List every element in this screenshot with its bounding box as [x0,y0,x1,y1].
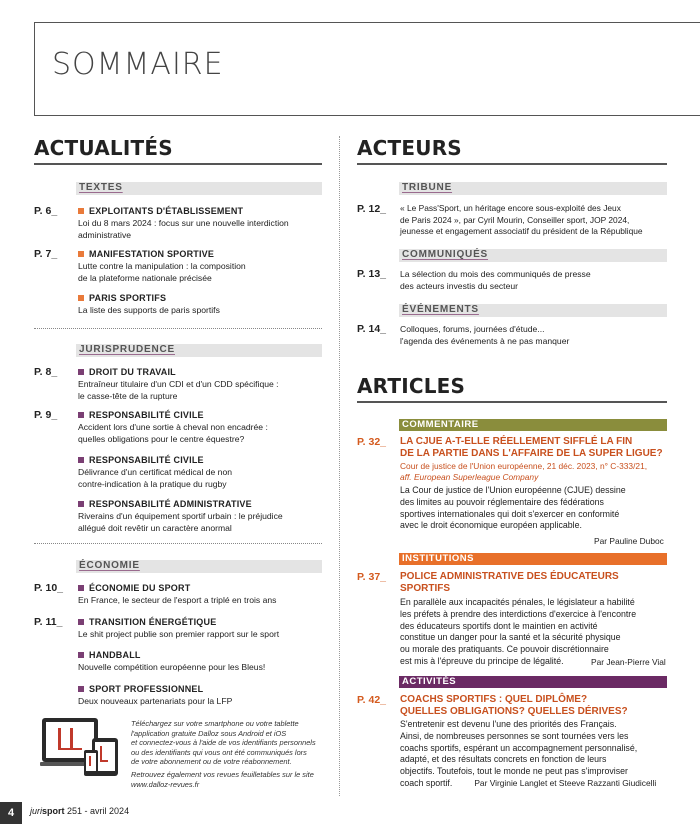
tribune-text: « Le Pass'Sport, un héritage encore sous-exploité des Jeux de Paris 2024 », par Cyril Mourin, Conseiller sport, JOP 2024, jeunesse et engagement associatif du président de la République [400,203,643,236]
page-number: 4 [0,802,22,824]
purple-square-icon [78,457,84,463]
page-ref: P. 12_ [357,203,387,215]
title-box [34,22,700,116]
entry-head: RESPONSABILITÉ ADMINISTRATIVE [78,499,252,509]
app-download-text: Téléchargez sur votre smartphone ou votre tablette l'application gratuite Dalloz sous Android et iOS et connectez-vous à l'aide de vos identifiants personnels ou des identifiants qui vous ont été communiqués lors de votre abonnement ou de votre réabonnement. [131,719,316,767]
article-author: Par Virginie Langlet et Steeve Razzanti Giudicelli [474,777,657,788]
entry-text: Nouvelle compétition européenne pour les Bleus! [78,662,266,672]
entry-head: DROIT DU TRAVAIL [78,367,176,377]
entry-head: TRANSITION ÉNERGÉTIQUE [78,617,216,627]
orange-square-icon [78,295,84,301]
article-title: LA CJUE A-T-ELLE RÉELLEMENT SIFFLÉ LA FIN DE LA PARTIE DANS L'AFFAIRE DE LA SUPER LIGUE? [400,436,663,459]
category-bar-commentaire: COMMENTAIRE [399,419,667,431]
jurisprudence-label: JURISPRUDENCE [79,344,175,355]
orange-square-icon [78,251,84,257]
entry-text: Lutte contre la manipulation : la composition de la plateforme nationale précisée [78,261,246,283]
actualites-rule [34,163,322,165]
purple-square-icon [78,369,84,375]
evenements-text: Colloques, forums, journées d'étude... l'agenda des événements à ne pas manquer [400,324,570,346]
purple-square-icon [78,501,84,507]
page-ref: P. 11_ [34,616,63,628]
page-title: SOMMAIRE [52,47,224,82]
page-ref: P. 13_ [357,268,387,280]
page-ref: P. 32_ [357,436,387,448]
category-bar-activites: ACTIVITÉS [399,676,667,688]
entry-head: PARIS SPORTIFS [78,293,166,303]
entry-head: ÉCONOMIE DU SPORT [78,583,190,593]
textes-label: TEXTES [79,182,123,193]
page-ref: P. 9_ [34,409,58,421]
page-ref: P. 8_ [34,366,58,378]
page-ref: P. 10_ [34,582,64,594]
page-ref: P. 42_ [357,694,387,706]
articles-rule [357,401,667,403]
actualites-heading: ACTUALITÉS [34,136,173,160]
articles-heading: ARTICLES [357,374,466,398]
entry-head: MANIFESTATION SPORTIVE [78,249,214,259]
article-author: Par Jean-Pierre Vial [591,657,666,667]
entry-head: HANDBALL [78,650,141,660]
purple-square-icon [78,652,84,658]
entry-text: Riverains d'un équipement sportif urbain : le préjudice allégué doit revêtir un caractère anormal [78,511,283,533]
communiques-label: COMMUNIQUÉS [402,249,489,260]
entry-text: Accident lors d'une sortie à cheval non encadrée : quelles obligations pour le centre équestre? [78,422,268,444]
purple-square-icon [78,619,84,625]
entry-head: RESPONSABILITÉ CIVILE [78,455,204,465]
entry-head: EXPLOITANTS D'ÉTABLISSEMENT [78,206,243,216]
footer-issue: jurisport 251 - avril 2024 [30,806,130,816]
article-summary: En parallèle aux incapacités pénales, le législateur a habilité les préfets à prendre des interdictions d'exercice à l'encontre des éducateurs sportifs dont le maintien en activité constitue un danger pour la santé et la sécurité physique ou morale des pratiquants. Ce pouvoir discrétionnaire est mis à l'épreuve du principe de légalité. [400,597,637,666]
economie-label: ÉCONOMIE [79,560,140,571]
entry-head: SPORT PROFESSIONNEL [78,684,203,694]
evenements-label: ÉVÉNEMENTS [402,304,479,315]
entry-text: Le shit project publie son premier rapport sur le sport [78,629,280,639]
entry-head: RESPONSABILITÉ CIVILE [78,410,204,420]
entry-text: Deux nouveaux partenariats pour la LFP [78,696,233,706]
page-ref: P. 6_ [34,205,58,217]
page-ref: P. 14_ [357,323,387,335]
article-reference: Cour de justice de l'Union européenne, 21 déc. 2023, n° C-333/21, aff. European Superleague Company [400,461,648,482]
app-devices-illustration [40,716,124,785]
purple-square-icon [78,686,84,692]
page-ref: P. 7_ [34,248,58,260]
devices-icon [40,716,124,780]
article-summary: S'entretenir est devenu l'une des priorités des Français. Ainsi, de nombreuses personnes se sont tournées vers les coachs sportifs, espérant un accompagnement personnalisé, adapté, et des résultats concrets en fonction de leurs objectifs. Toutefois, tout le monde ne peut pas s'improviser coach sportif. Par Virginie Langlet et Steeve Razzanti Giudicelli [400,719,657,788]
orange-square-icon [78,208,84,214]
purple-square-icon [78,412,84,418]
communiques-text: La sélection du mois des communiqués de presse des acteurs investis du secteur [400,269,591,291]
tribune-label: TRIBUNE [402,182,453,193]
page-ref: P. 37_ [357,571,387,583]
article-summary: La Cour de justice de l'Union européenne (CJUE) dessine des limites au pouvoir réglementaire des fédérations sportives internationales qui doit s'exercer en conformité avec le droit économique européen applicable. [400,485,626,531]
purple-square-icon [78,585,84,591]
acteurs-heading: ACTEURS [357,136,462,160]
section-divider [34,328,322,329]
entry-text: Délivrance d'un certificat médical de non contre-indication à la pratique du rugby [78,467,233,489]
section-divider [34,543,322,544]
website-text: Retrouvez également vos revues feuilletables sur le site www.dalloz-revues.fr [131,770,314,789]
article-title: COACHS SPORTIFS : QUEL DIPLÔME? QUELLES OBLIGATIONS? QUELLES DÉRIVES? [400,694,628,717]
article-author: Par Pauline Duboc [594,536,664,546]
entry-text: En France, le secteur de l'esport a triplé en trois ans [78,595,277,605]
entry-text: La liste des supports de paris sportifs [78,305,220,315]
acteurs-rule [357,163,667,165]
column-divider [339,136,340,796]
entry-text: Loi du 8 mars 2024 : focus sur une nouvelle interdiction administrative [78,218,289,240]
article-title: POLICE ADMINISTRATIVE DES ÉDUCATEURS SPORTIFS [400,571,619,594]
category-bar-institutions: INSTITUTIONS [399,553,667,565]
entry-text: Entraîneur titulaire d'un CDI et d'un CDD spécifique : le casse-tête de la rupture [78,379,279,401]
